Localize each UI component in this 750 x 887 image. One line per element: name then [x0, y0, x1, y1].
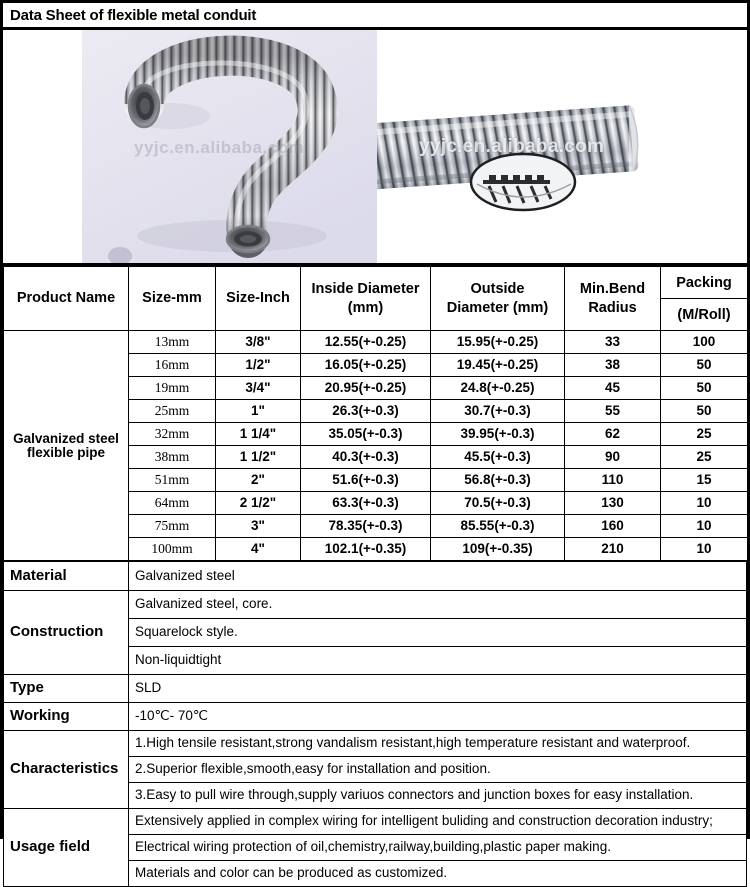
value-characteristics-2: 2.Superior flexible,smooth,easy for installation and position. [129, 757, 747, 783]
value-usage-field-2: Electrical wiring protection of oil,chemistry,railway,building,plastic paper making. [129, 835, 747, 861]
cell-size-inch: 4" [216, 538, 301, 561]
value-construction-2: Squarelock style. [129, 619, 747, 647]
cell-size-mm: 75mm [129, 515, 216, 538]
value-characteristics-1: 1.High tensile resistant,strong vandalism resistant,high temperature resistant and waterproof. [129, 731, 747, 757]
cell-min-bend-radius: 160 [565, 515, 661, 538]
cell-outside-diameter: 24.8(+-0.25) [431, 377, 565, 400]
cell-inside-diameter: 35.05(+-0.3) [301, 423, 431, 446]
right-photo-watermark: yyjc.en.alibaba.com [419, 136, 605, 157]
cell-outside-diameter: 45.5(+-0.3) [431, 446, 565, 469]
cell-outside-diameter: 70.5(+-0.3) [431, 492, 565, 515]
cell-inside-diameter: 40.3(+-0.3) [301, 446, 431, 469]
header-inside-diameter-line1: Inside Diameter [311, 281, 420, 298]
label-characteristics: Characteristics [4, 731, 129, 809]
cell-outside-diameter: 19.45(+-0.25) [431, 354, 565, 377]
header-product-name: Product Name [4, 267, 129, 331]
header-outside-diameter-line2: Diameter (mm) [446, 299, 549, 316]
cell-packing: 25 [661, 446, 748, 469]
cell-packing: 10 [661, 538, 748, 561]
property-row-characteristics [4, 731, 747, 757]
header-inside-diameter [301, 267, 431, 331]
dimension-table-header-row [4, 267, 748, 331]
squarelock-detail-callout [471, 154, 575, 210]
dimension-spec-table [3, 266, 748, 561]
cell-outside-diameter: 56.8(+-0.3) [431, 469, 565, 492]
cell-packing: 50 [661, 354, 748, 377]
header-outside-diameter-line1: Outside [470, 281, 525, 298]
value-usage-field-3: Materials and color can be produced as customized. [129, 861, 747, 887]
property-row-material [4, 562, 747, 591]
cell-min-bend-radius: 38 [565, 354, 661, 377]
cell-min-bend-radius: 45 [565, 377, 661, 400]
cell-inside-diameter: 102.1(+-0.35) [301, 538, 431, 561]
cell-size-inch: 1 1/2" [216, 446, 301, 469]
cell-min-bend-radius: 130 [565, 492, 661, 515]
conduit-open-end-lower [227, 226, 269, 252]
product-image-band [3, 30, 747, 266]
cell-min-bend-radius: 55 [565, 400, 661, 423]
cell-size-inch: 1 1/4" [216, 423, 301, 446]
cell-size-mm: 64mm [129, 492, 216, 515]
cell-min-bend-radius: 33 [565, 331, 661, 354]
cell-min-bend-radius: 210 [565, 538, 661, 561]
property-row-usage-field [4, 809, 747, 835]
cell-inside-diameter: 16.05(+-0.25) [301, 354, 431, 377]
page-title: Data Sheet of flexible metal conduit [10, 6, 257, 24]
sheet-title-bar [3, 3, 747, 30]
cell-packing: 15 [661, 469, 748, 492]
cell-min-bend-radius: 110 [565, 469, 661, 492]
property-row-type [4, 675, 747, 703]
header-size-mm: Size-mm [129, 267, 216, 331]
label-type: Type [4, 675, 129, 703]
header-packing-unit: (M/Roll) [661, 299, 747, 331]
value-construction-3: Non-liquidtight [129, 647, 747, 675]
header-size-inch: Size-Inch [216, 267, 301, 331]
cell-product-name: Galvanized steel flexible pipe [4, 331, 129, 561]
value-construction-1: Galvanized steel, core. [129, 591, 747, 619]
cell-size-mm: 16mm [129, 354, 216, 377]
cell-packing: 10 [661, 515, 748, 538]
cell-size-inch: 1" [216, 400, 301, 423]
table-row [4, 331, 748, 354]
cell-size-inch: 3" [216, 515, 301, 538]
cell-size-inch: 3/4" [216, 377, 301, 400]
property-row-construction [4, 591, 747, 619]
value-characteristics-3: 3.Easy to pull wire through,supply variuos connectors and junction boxes for easy installation. [129, 783, 747, 809]
value-material-1: Galvanized steel [129, 562, 747, 591]
cell-inside-diameter: 20.95(+-0.25) [301, 377, 431, 400]
cell-size-inch: 1/2" [216, 354, 301, 377]
cell-size-mm: 38mm [129, 446, 216, 469]
cell-packing: 25 [661, 423, 748, 446]
properties-table [3, 561, 747, 887]
straight-conduit-photo [377, 30, 747, 263]
conduit-open-end-upper [129, 85, 159, 127]
header-min-bend-line2: Radius [588, 299, 637, 316]
cell-min-bend-radius: 90 [565, 446, 661, 469]
label-construction: Construction [4, 591, 129, 675]
label-usage-field: Usage field [4, 809, 129, 887]
cell-outside-diameter: 85.55(+-0.3) [431, 515, 565, 538]
cell-min-bend-radius: 62 [565, 423, 661, 446]
cell-size-mm: 32mm [129, 423, 216, 446]
value-type-1: SLD [129, 675, 747, 703]
cell-inside-diameter: 26.3(+-0.3) [301, 400, 431, 423]
cell-inside-diameter: 63.3(+-0.3) [301, 492, 431, 515]
cell-size-mm: 51mm [129, 469, 216, 492]
cell-packing: 100 [661, 331, 748, 354]
header-packing [661, 267, 748, 331]
label-material: Material [4, 562, 129, 591]
cell-size-mm: 13mm [129, 331, 216, 354]
curved-conduit-photo [82, 30, 377, 263]
cell-outside-diameter: 15.95(+-0.25) [431, 331, 565, 354]
cell-outside-diameter: 39.95(+-0.3) [431, 423, 565, 446]
left-photo-watermark: yyjc.en.alibaba.com [134, 138, 305, 157]
header-outside-diameter [431, 267, 565, 331]
cell-size-mm: 100mm [129, 538, 216, 561]
header-inside-diameter-line2: (mm) [347, 299, 384, 316]
cell-size-inch: 2 1/2" [216, 492, 301, 515]
cell-inside-diameter: 12.55(+-0.25) [301, 331, 431, 354]
curved-conduit-illustration [82, 30, 377, 263]
cell-size-mm: 19mm [129, 377, 216, 400]
cell-size-mm: 25mm [129, 400, 216, 423]
value-working-1: -10℃- 70℃ [129, 703, 747, 731]
cell-packing: 50 [661, 400, 748, 423]
cell-outside-diameter: 30.7(+-0.3) [431, 400, 565, 423]
label-working: Working [4, 703, 129, 731]
header-min-bend-line1: Min.Bend [579, 281, 646, 298]
header-packing-label: Packing [661, 267, 747, 299]
cell-size-inch: 2" [216, 469, 301, 492]
cell-size-inch: 3/8" [216, 331, 301, 354]
cell-inside-diameter: 51.6(+-0.3) [301, 469, 431, 492]
straight-conduit-illustration [377, 30, 747, 263]
property-row-working [4, 703, 747, 731]
value-usage-field-1: Extensively applied in complex wiring for intelligent buliding and construction decoration industry; [129, 809, 747, 835]
cell-outside-diameter: 109(+-0.35) [431, 538, 565, 561]
cell-packing: 10 [661, 492, 748, 515]
cell-inside-diameter: 78.35(+-0.3) [301, 515, 431, 538]
cell-packing: 50 [661, 377, 748, 400]
header-min-bend-radius [565, 267, 661, 331]
